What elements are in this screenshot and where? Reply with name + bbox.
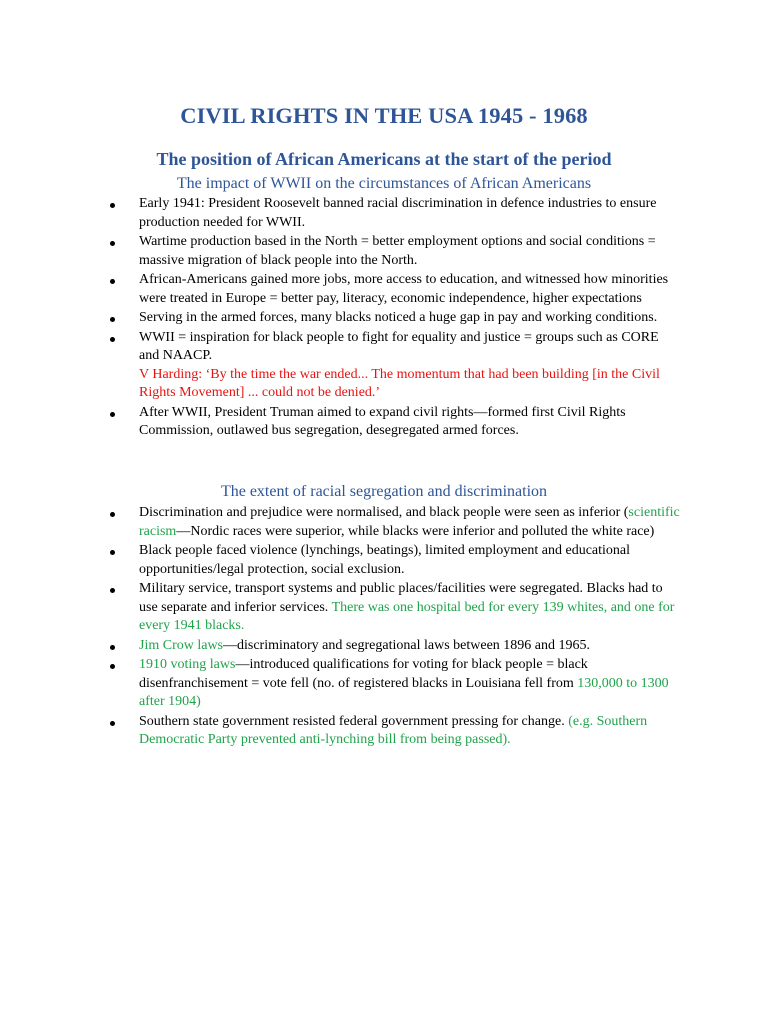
bullet-icon [110, 512, 115, 517]
list-item [110, 309, 680, 328]
bullet-icon [110, 279, 115, 284]
list-item [110, 713, 680, 750]
list-item-text: African-Americans gained more jobs, more access to education, and witnessed how minorities were treated in Europe = better pay, literacy, economic independence, higher expectations [139, 272, 669, 306]
bullet-icon [110, 721, 115, 726]
list-item-text-part: Military service, transport systems and public places/facilities were segregated. Blacks had to use separate and inferior services. [139, 581, 663, 615]
bullet-icon [110, 412, 115, 417]
list-item [110, 404, 680, 441]
list-item-text: Wartime production based in the North = better employment options and social conditions = massive migration of black people into the North. [139, 234, 656, 268]
list-item [110, 580, 680, 636]
list-item [110, 542, 680, 579]
list-item [110, 233, 680, 270]
list-item [110, 329, 680, 403]
section-heading-segregation: The extent of racial segregation and discrimination [220, 483, 548, 500]
list-item-text: Early 1941: President Roosevelt banned racial discrimination in defence industries to ensure production needed for WWII. [139, 196, 657, 230]
bullet-icon [110, 645, 115, 650]
document-subtitle: The position of African Americans at the start of the period [156, 149, 612, 169]
list-item-text: WWII = inspiration for black people to fight for equality and justice = groups such as CORE and NAACP. [139, 329, 659, 363]
bullet-icon [110, 241, 115, 246]
section-heading-wwii-impact: The impact of WWII on the circumstances of African Americans [176, 175, 592, 192]
list-item-text: After WWII, President Truman aimed to expand civil rights—formed first Civil Rights Commission, outlawed bus segregation, desegregated armed forces. [139, 404, 626, 438]
southern-democrats-highlight: (e.g. Southern Democratic Party prevented anti-lynching bill from being passed). [139, 713, 648, 747]
document-title: CIVIL RIGHTS IN THE USA 1945 - 1968 [180, 103, 588, 128]
bullet-icon [110, 664, 115, 669]
list-item-text-part: Discrimination and prejudice were normalised, and black people were seen as inferior ( [139, 505, 629, 520]
hospital-bed-highlight: There was one hospital bed for every 139 whites, and one for every 1941 blacks. [139, 599, 675, 633]
bullet-icon [110, 203, 115, 208]
voting-laws-highlight: 1910 voting laws [139, 657, 236, 672]
list-item-text-part: —introduced qualifications for voting for black people = black disenfranchisement = vote fell (no. of registered blacks in Louisiana fell from [139, 657, 588, 691]
scientific-racism-highlight: scientific racism [139, 505, 680, 539]
jim-crow-highlight: Jim Crow laws [139, 637, 223, 653]
bullet-list-wwii-impact [110, 195, 680, 441]
bullet-icon [110, 337, 115, 342]
list-item-text [139, 637, 680, 656]
list-item-text [139, 713, 680, 750]
list-item [110, 656, 680, 712]
list-item-text: Black people faced violence (lynchings, beatings), limited employment and educational opportunities/legal protection, social exclusion. [139, 543, 631, 577]
registered-voters-highlight: 130,000 to 1300 after 1904) [139, 675, 669, 709]
bullet-icon [110, 317, 115, 322]
list-item [110, 504, 680, 541]
list-item-text-part: —discriminatory and segregational laws between 1896 and 1965. [223, 637, 591, 653]
list-item-text [139, 580, 680, 636]
list-item-text-part: Southern state government resisted federal government pressing for change. [139, 713, 569, 729]
bullet-list-segregation [110, 504, 680, 750]
list-item [110, 195, 680, 232]
bullet-icon [110, 588, 115, 593]
list-item-text: Serving in the armed forces, many blacks noticed a huge gap in pay and working conditions. [139, 310, 658, 325]
harding-quote: V Harding: ‘By the time the war ended... The momentum that had been building [in the Civil Rights Movement] ... could not be denied.’ [139, 366, 660, 400]
bullet-icon [110, 550, 115, 555]
list-item-text-part: —Nordic races were superior, while blacks were inferior and polluted the white race) [176, 523, 655, 539]
list-item-text [139, 656, 680, 712]
list-item-text [139, 504, 680, 541]
list-item [110, 637, 680, 656]
list-item [110, 271, 680, 308]
